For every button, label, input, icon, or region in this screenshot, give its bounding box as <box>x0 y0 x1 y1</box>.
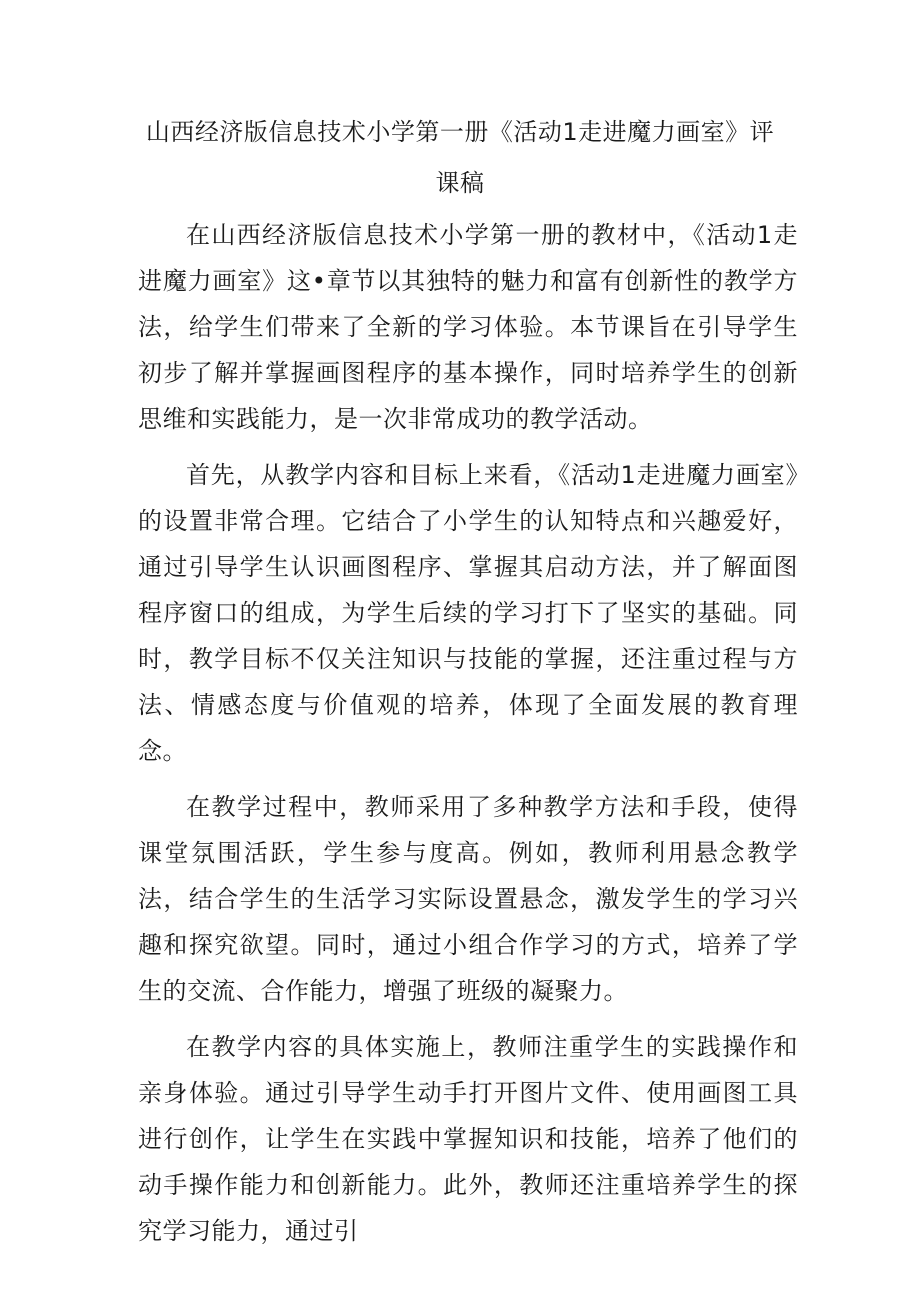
paragraph-3: 在教学过程中，教师采用了多种教学方法和手段，使得课堂氛围活跃，学生参与度高。例如，教师利用悬念教学法，结合学生的生活学习实际设置悬念，激发学生的学习兴趣和探究欲望。同时，通过小组合作学习的方式，培养了学生的交流、合作能力，增强了班级的凝聚力。 <box>138 793 798 1005</box>
paragraph-1: 在山西经济版信息技术小学第一册的教材中，《活动1走进魔力画室》这•章节以其独特的魅力和富有创新性的教学方法，给学生们带来了全新的学习体验。本节课旨在引导学生初步了解并掌握画图程序的基本操作，同时培养学生的创新思维和实践能力，是一次非常成功的教学活动。 <box>138 221 798 433</box>
document-title-line-1: 山西经济版信息技术小学第一册《活动1走进魔力画室》评 <box>145 118 775 146</box>
paragraph-2: 首先，从教学内容和目标上来看，《活动1走进魔力画室》的设置非常合理。它结合了小学生的认知特点和兴趣爱好，通过引导学生认识画图程序、掌握其启动方法，并了解面图程序窗口的组成，为学生后续的学习打下了坚实的基础。同时，教学目标不仅关注知识与技能的掌握，还注重过程与方法、情感态度与价值观的培养，体现了全面发展的教育理念。 <box>138 461 798 765</box>
document-body <box>138 212 798 1264</box>
paragraph-4: 在教学内容的具体实施上，教师注重学生的实践操作和亲身体验。通过引导学生动手打开图片文件、使用画图工具进行创作，让学生在实践中掌握知识和技能，培养了他们的动手操作能力和创新能力。此外，教师还注重培养学生的探究学习能力，通过引 <box>138 1033 798 1245</box>
document-title-line-2: 课稿 <box>435 169 485 197</box>
